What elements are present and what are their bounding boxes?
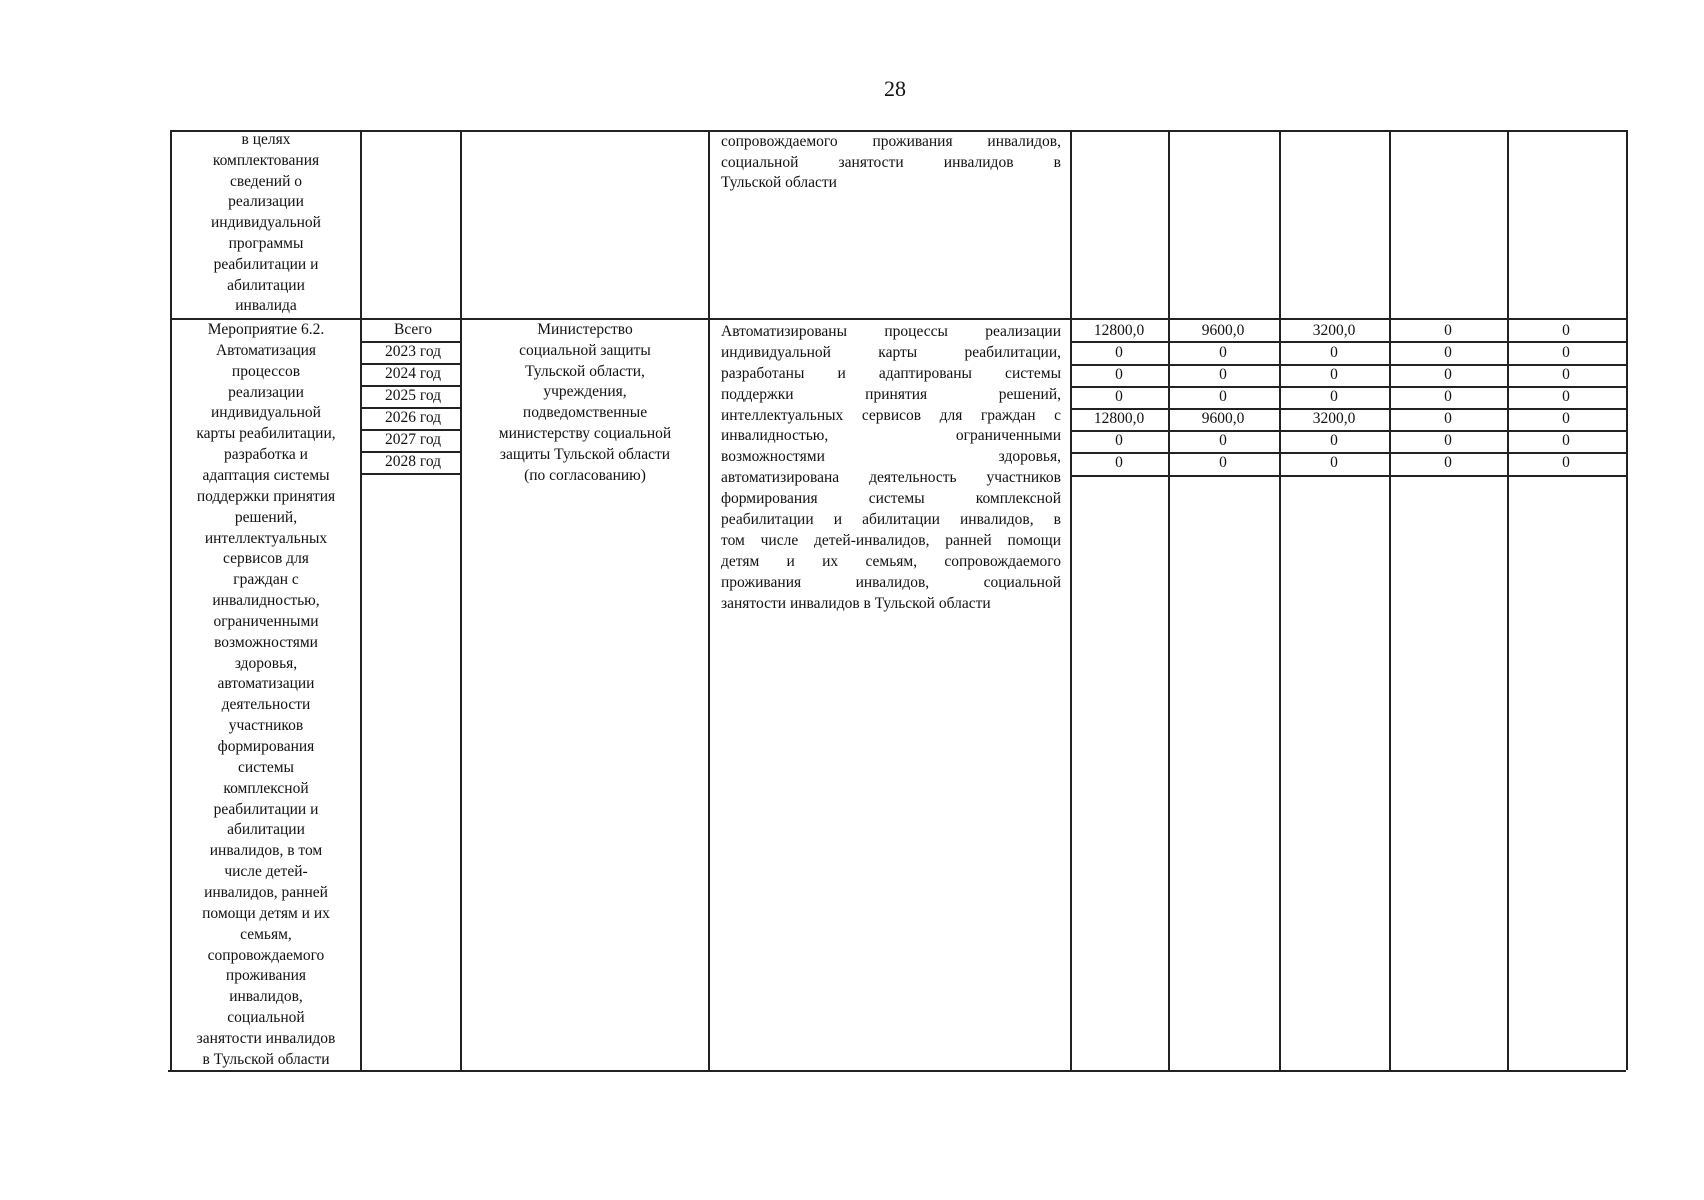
row2-name-line: сервисов для bbox=[223, 550, 309, 568]
row2-name-line: числе детей- bbox=[224, 863, 308, 881]
row2-name-line: граждан с bbox=[233, 571, 299, 589]
row2-name-line: в Тульской области bbox=[202, 1050, 330, 1068]
row2-result-line: поддержки принятия решений, bbox=[721, 385, 1061, 403]
funding-value: 0 bbox=[1219, 366, 1227, 383]
funding-value: 0 bbox=[1330, 454, 1338, 471]
row2-result-line: занятости инвалидов в Тульской области bbox=[721, 594, 991, 612]
row2-result-line: Автоматизированы процессы реализации bbox=[721, 323, 1061, 340]
period-cell: 2028 год bbox=[384, 453, 442, 470]
funding-value: 0 bbox=[1219, 344, 1227, 361]
funding-row-divider bbox=[1072, 408, 1626, 410]
period-cell: 2026 год bbox=[384, 409, 442, 426]
row2-name-line: поддержки принятия bbox=[196, 487, 336, 505]
funding-value: 0 bbox=[1562, 410, 1570, 427]
row2-name-line: ограниченными bbox=[213, 612, 319, 630]
period-cell: 2025 год bbox=[384, 387, 442, 404]
funding-row-divider bbox=[1072, 452, 1626, 454]
row2-name-line: индивидуальной bbox=[211, 404, 321, 422]
row2-name-line: реализации bbox=[228, 383, 304, 401]
row1-name-line: абилитации bbox=[227, 276, 305, 294]
funding-value: 0 bbox=[1444, 410, 1452, 427]
funding-value: 0 bbox=[1219, 432, 1227, 449]
funding-value: 0 bbox=[1115, 388, 1123, 405]
row2-name-line: автоматизации bbox=[217, 675, 315, 693]
column-divider bbox=[1279, 130, 1281, 1070]
column-divider bbox=[1070, 130, 1072, 1070]
funding-value: 0 bbox=[1219, 454, 1227, 471]
column-divider bbox=[1626, 130, 1628, 1070]
period-divider bbox=[362, 385, 460, 387]
funding-row-divider bbox=[1072, 364, 1626, 366]
row1-name-line: реабилитации и bbox=[213, 255, 319, 273]
row1-name-line: инвалида bbox=[235, 297, 297, 315]
row2-name-line: карты реабилитации, bbox=[196, 425, 336, 443]
period-divider bbox=[362, 473, 460, 475]
row2-name-line: инвалидностью, bbox=[212, 592, 320, 610]
row2-result-line: формирования системы комплексной bbox=[721, 490, 1061, 508]
executor-line: защиты Тульской области bbox=[499, 445, 671, 463]
column-divider bbox=[1168, 130, 1170, 1070]
funding-value: 0 bbox=[1444, 454, 1452, 471]
executor-line: министерству социальной bbox=[498, 425, 672, 442]
row2-name-line: Мероприятие 6.2. bbox=[207, 321, 325, 338]
row2-name-line: социальной bbox=[227, 1009, 305, 1027]
row1-result-line: сопровождаемого проживания инвалидов, bbox=[721, 133, 1061, 150]
row1-name-line: комплектования bbox=[212, 151, 320, 169]
row2-name-line: здоровья, bbox=[234, 654, 298, 672]
funding-value: 9600,0 bbox=[1201, 410, 1245, 427]
row1-result-line: Тульской области bbox=[721, 174, 837, 192]
funding-value: 12800,0 bbox=[1093, 322, 1145, 339]
row1-result-text bbox=[721, 132, 1061, 194]
funding-value: 9600,0 bbox=[1201, 322, 1245, 339]
period-divider bbox=[362, 341, 460, 343]
row2-result-line: проживания инвалидов, социальной bbox=[721, 573, 1061, 591]
row2-result-line: разработаны и адаптированы системы bbox=[721, 364, 1061, 382]
row2-name-line: участников bbox=[228, 717, 304, 735]
executor-line: социальной защиты bbox=[519, 341, 651, 359]
row2-name-line: инвалидов, в том bbox=[209, 842, 323, 860]
funding-value: 0 bbox=[1219, 388, 1227, 405]
row2-result-line: возможностями здоровья, bbox=[721, 448, 1061, 466]
executor-line: Тульской области, bbox=[525, 362, 645, 380]
funding-value: 0 bbox=[1115, 366, 1123, 383]
funding-value: 12800,0 bbox=[1093, 410, 1145, 427]
period-divider bbox=[362, 363, 460, 365]
row2-name-line: проживания bbox=[225, 967, 307, 985]
row2-name-line: инвалидов, ранней bbox=[204, 883, 328, 901]
column-divider bbox=[460, 130, 462, 1070]
column-divider bbox=[1389, 130, 1391, 1070]
row2-name-line: решений, bbox=[234, 508, 298, 526]
funding-value: 0 bbox=[1562, 454, 1570, 471]
row1-name-line: сведений о bbox=[229, 172, 303, 190]
row2-result-line: том числе детей-инвалидов, ранней помощи bbox=[721, 531, 1061, 549]
row1-name-line: индивидуальной bbox=[211, 214, 321, 232]
row2-result-line: детям и их семьям, сопровождаемого bbox=[721, 552, 1061, 570]
period-divider bbox=[362, 451, 460, 453]
column-divider bbox=[360, 130, 362, 1070]
funding-value: 3200,0 bbox=[1312, 322, 1356, 339]
row2-name-line: разработка и bbox=[224, 446, 308, 464]
row2-name-line: абилитации bbox=[227, 821, 305, 839]
row2-name-line: системы bbox=[238, 758, 294, 776]
funding-value: 0 bbox=[1330, 344, 1338, 361]
funding-value: 0 bbox=[1444, 366, 1452, 383]
funding-row-divider bbox=[1072, 341, 1626, 343]
row2-name-line: возможностями bbox=[214, 633, 318, 651]
period-cell: Всего bbox=[393, 321, 432, 338]
row2-name-line: занятости инвалидов bbox=[196, 1029, 336, 1047]
column-divider bbox=[708, 130, 710, 1070]
row2-result-line: инвалидностью, ограниченными bbox=[721, 427, 1061, 445]
period-cell: 2024 год bbox=[384, 365, 442, 382]
period-cell: 2023 год bbox=[384, 343, 442, 360]
funding-value: 0 bbox=[1330, 388, 1338, 405]
executor-line: (по согласованию) bbox=[524, 466, 646, 484]
funding-value: 0 bbox=[1562, 366, 1570, 383]
row1-name-line: в целях bbox=[241, 131, 291, 148]
row2-name-line: реабилитации и bbox=[213, 800, 319, 818]
executor-line: Министерство bbox=[537, 321, 633, 338]
row2-name-line: сопровождаемого bbox=[207, 946, 325, 964]
row2-name-line: процессов bbox=[231, 362, 301, 380]
funding-row-divider bbox=[1072, 430, 1626, 432]
funding-row-divider bbox=[1072, 386, 1626, 388]
row2-name-line: формирования bbox=[217, 738, 315, 755]
row2-name-line: адаптация системы bbox=[202, 466, 330, 484]
funding-value: 0 bbox=[1330, 432, 1338, 449]
funding-value: 0 bbox=[1562, 344, 1570, 361]
row1-name-line: программы bbox=[228, 235, 304, 252]
funding-value: 0 bbox=[1330, 366, 1338, 383]
column-divider bbox=[1507, 130, 1509, 1070]
row2-name-line: семьям, bbox=[240, 925, 292, 943]
row1-name-line: реализации bbox=[228, 193, 304, 211]
row2-name-line: инвалидов, bbox=[229, 988, 303, 1006]
funding-value: 0 bbox=[1115, 454, 1123, 471]
row2-name-line: интеллектуальных bbox=[204, 529, 328, 547]
table-bottom-border bbox=[168, 1070, 1626, 1072]
page-number: 28 bbox=[884, 76, 906, 101]
executor-line: подведомственные bbox=[522, 404, 648, 422]
row2-name-line: комплексной bbox=[223, 779, 309, 797]
funding-value: 0 bbox=[1562, 432, 1570, 449]
row2-result-line: индивидуальной карты реабилитации, bbox=[721, 343, 1061, 361]
period-cell: 2027 год bbox=[384, 431, 442, 448]
row2-result-text bbox=[721, 322, 1061, 614]
funding-value: 0 bbox=[1444, 322, 1452, 339]
funding-value: 0 bbox=[1115, 344, 1123, 361]
funding-value: 0 bbox=[1444, 388, 1452, 405]
row2-name-line: помощи детям и их bbox=[202, 904, 330, 922]
period-divider bbox=[362, 429, 460, 431]
row2-name-line: Автоматизация bbox=[215, 341, 317, 359]
executor-line: учреждения, bbox=[543, 383, 627, 401]
row2-result-line: интеллектуальных сервисов для граждан с bbox=[721, 406, 1061, 424]
funding-value: 0 bbox=[1444, 432, 1452, 449]
funding-value: 0 bbox=[1444, 344, 1452, 361]
row2-result-line: автоматизирована деятельность участников bbox=[721, 469, 1061, 487]
row1-result-line: социальной занятости инвалидов в bbox=[721, 153, 1061, 171]
row2-result-line: реабилитации и абилитации инвалидов, в bbox=[721, 511, 1061, 529]
period-divider bbox=[362, 407, 460, 409]
funding-value: 0 bbox=[1562, 388, 1570, 405]
funding-value: 0 bbox=[1562, 322, 1570, 339]
funding-row-divider bbox=[1072, 475, 1626, 477]
funding-value: 3200,0 bbox=[1312, 410, 1356, 427]
row2-name-line: деятельности bbox=[221, 696, 311, 714]
funding-value: 0 bbox=[1115, 432, 1123, 449]
